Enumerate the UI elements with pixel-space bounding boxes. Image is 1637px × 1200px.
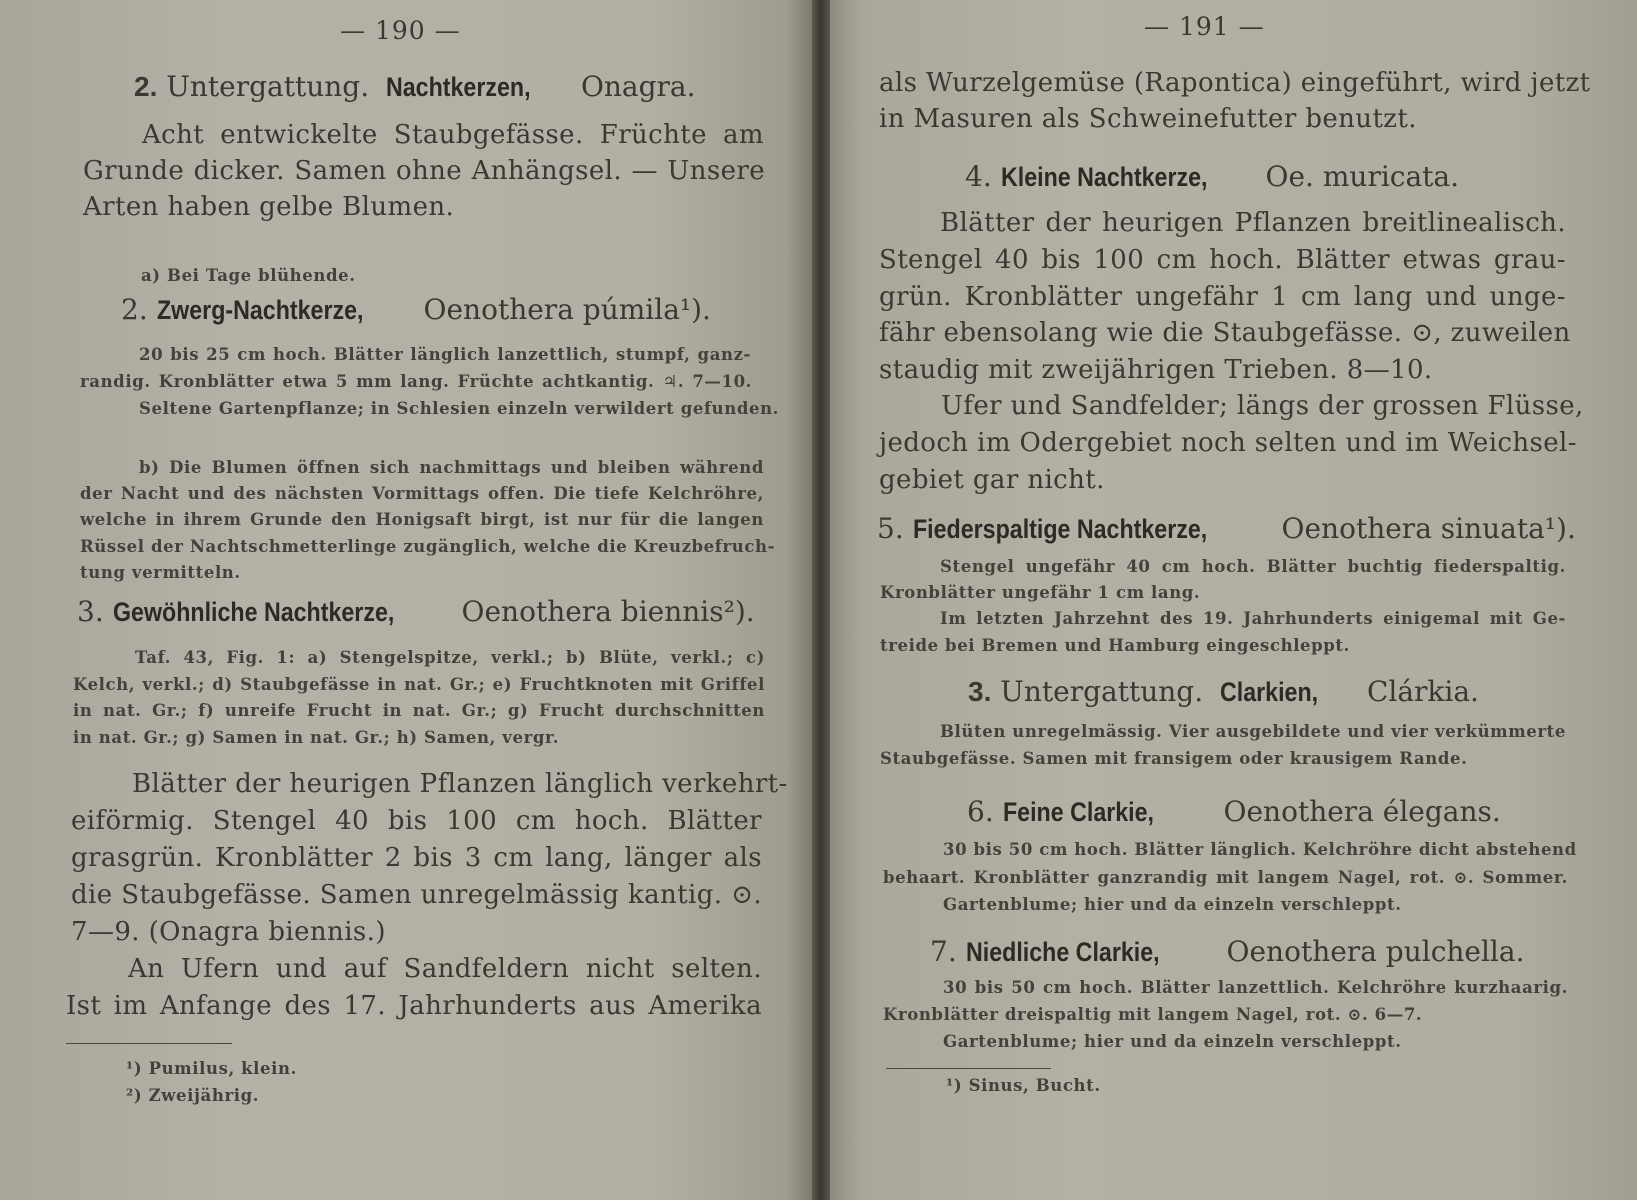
species-number: 6. bbox=[967, 795, 994, 828]
small-text-line: 30 bis 50 cm hoch. Blätter lanzettlich. Kelchröhre kurzhaarig. bbox=[943, 978, 1568, 997]
left-page bbox=[0, 0, 812, 1200]
text-line: fähr ebensolang wie die Staubgefässe. ⊙, zuweilen bbox=[879, 318, 1571, 348]
species-name: Niedliche Clarkie, bbox=[965, 937, 1160, 967]
species-name: Kleine Nachtkerze, bbox=[1000, 162, 1208, 192]
small-text-line: treide bei Bremen und Hamburg eingeschleppt. bbox=[880, 636, 1350, 655]
small-text-line: Gartenblume; hier und da einzeln verschleppt. bbox=[943, 1032, 1402, 1051]
text-line: eiförmig. Stengel 40 bis 100 cm hoch. Blätter bbox=[71, 806, 762, 836]
footnote: ²) Zweijährig. bbox=[126, 1086, 260, 1105]
section-prefix: Untergattung. bbox=[1000, 675, 1204, 708]
text-line: grün. Kronblätter ungefähr 1 cm lang und unge- bbox=[879, 282, 1566, 312]
small-text-line: Kronblätter ungefähr 1 cm lang. bbox=[880, 583, 1201, 602]
small-text-line: randig. Kronblätter etwa 5 mm lang. Früchte achtkantig. ♃. 7—10. bbox=[80, 372, 752, 391]
species-heading bbox=[967, 795, 1501, 828]
species-latin: Oenothera biennis²). bbox=[461, 595, 755, 628]
species-number: 5. bbox=[877, 512, 904, 545]
text-line: die Staubgefässe. Samen unregelmässig kantig. ⊙. bbox=[71, 880, 762, 910]
species-latin: Oenothera púmila¹). bbox=[423, 293, 711, 326]
small-text-line: Taf. 43, Fig. 1: a) Stengelspitze, verkl.; b) Blüte, verkl.; c) bbox=[135, 648, 765, 667]
species-latin: Oe. muricata. bbox=[1265, 160, 1460, 193]
text-line: Stengel 40 bis 100 cm hoch. Blätter etwas grau- bbox=[879, 245, 1566, 275]
text-line: in Masuren als Schweinefutter benutzt. bbox=[879, 104, 1417, 134]
species-number: 4. bbox=[965, 160, 992, 193]
small-text-line: Gartenblume; hier und da einzeln verschleppt. bbox=[943, 895, 1402, 914]
small-text-line: Im letzten Jahrzehnt des 19. Jahrhunderts einigemal mit Ge- bbox=[940, 609, 1566, 628]
small-text-line: Stengel ungefähr 40 cm hoch. Blätter buchtig fiederspaltig. bbox=[940, 557, 1566, 576]
species-number: 2. bbox=[121, 293, 148, 326]
text-line: jedoch im Odergebiet noch selten und im Weichsel- bbox=[879, 428, 1577, 458]
section-prefix: Untergattung. bbox=[166, 70, 370, 103]
subgroup-label: a) Bei Tage blühende. bbox=[141, 266, 356, 285]
small-text-line: Rüssel der Nachtschmetterlinge zugänglich, welche die Kreuzbefruch- bbox=[80, 537, 776, 556]
small-text-line: b) Die Blumen öffnen sich nachmittags und bleiben während bbox=[139, 458, 764, 477]
text-line: 7—9. (Onagra biennis.) bbox=[71, 917, 386, 947]
small-text-line: tung vermitteln. bbox=[80, 563, 241, 582]
page-number: — 191 — bbox=[1144, 12, 1265, 41]
species-heading bbox=[965, 160, 1459, 193]
small-text-line: behaart. Kronblätter ganzrandig mit langem Nagel, rot. ⊙. Sommer. bbox=[883, 868, 1568, 887]
text-line: Blätter der heurigen Pflanzen breitlinealisch. bbox=[940, 208, 1566, 238]
species-name: Feine Clarkie, bbox=[1002, 797, 1154, 827]
section-name: Clarkien, bbox=[1220, 677, 1319, 707]
book-gutter bbox=[812, 0, 830, 1200]
text-line: Ufer und Sandfelder; längs der grossen Flüsse, bbox=[941, 391, 1584, 421]
small-text-line: Kelch, verkl.; d) Staubgefässe in nat. Gr.; e) Fruchtknoten mit Griffel bbox=[73, 675, 765, 694]
section-heading bbox=[134, 70, 696, 103]
section-latin: Onagra. bbox=[580, 70, 696, 103]
text-line: Arten haben gelbe Blumen. bbox=[83, 192, 455, 222]
species-number: 3. bbox=[77, 595, 104, 628]
section-name: Nachtkerzen, bbox=[386, 72, 531, 102]
text-line: als Wurzelgemüse (Rapontica) eingeführt, wird jetzt bbox=[879, 68, 1591, 98]
small-text-line: 30 bis 50 cm hoch. Blätter länglich. Kelchröhre dicht abstehend bbox=[943, 840, 1577, 859]
species-latin: Oenothera élegans. bbox=[1223, 795, 1501, 828]
right-page bbox=[830, 0, 1637, 1200]
section-latin: Clárkia. bbox=[1366, 675, 1479, 708]
footnote: ¹) Sinus, Bucht. bbox=[946, 1076, 1101, 1095]
text-line: staudig mit zweijährigen Trieben. 8—10. bbox=[879, 355, 1433, 385]
text-line: Ist im Anfange des 17. Jahrhunderts aus Amerika bbox=[66, 991, 762, 1021]
small-text-line: Blüten unregelmässig. Vier ausgebildete und vier verkümmerte bbox=[940, 722, 1566, 741]
small-text-line: Kronblätter dreispaltig mit langem Nagel, rot. ⊙. 6—7. bbox=[883, 1005, 1423, 1024]
text-line: grasgrün. Kronblätter 2 bis 3 cm lang, länger als bbox=[71, 843, 762, 873]
species-heading bbox=[877, 512, 1576, 545]
small-text-line: Staubgefässe. Samen mit fransigem oder krausigem Rande. bbox=[880, 749, 1468, 768]
species-name: Zwerg-Nachtkerze, bbox=[156, 295, 364, 325]
text-line: gebiet gar nicht. bbox=[879, 465, 1105, 495]
text-line: An Ufern und auf Sandfeldern nicht selten. bbox=[128, 954, 762, 984]
section-number: 2. bbox=[134, 71, 158, 102]
text-line: Grunde dicker. Samen ohne Anhängsel. — Unsere bbox=[83, 156, 765, 186]
footnote-rule bbox=[66, 1043, 232, 1044]
footnote-rule bbox=[886, 1068, 1051, 1069]
page-number: — 190 — bbox=[340, 16, 461, 45]
footnote: ¹) Pumilus, klein. bbox=[126, 1059, 297, 1078]
text-line: Blätter der heurigen Pflanzen länglich verkehrt- bbox=[132, 769, 788, 799]
species-heading bbox=[77, 595, 755, 628]
section-number: 3. bbox=[968, 676, 992, 707]
text-line: Acht entwickelte Staubgefässe. Früchte am bbox=[142, 120, 764, 150]
species-number: 7. bbox=[930, 935, 957, 968]
species-heading bbox=[930, 935, 1524, 968]
small-text-line: Seltene Gartenpflanze; in Schlesien einzeln verwildert gefunden. bbox=[139, 399, 780, 418]
small-text-line: in nat. Gr.; f) unreife Frucht in nat. Gr.; g) Frucht durchschnitten bbox=[73, 701, 765, 720]
small-text-line: welche in ihrem Grunde den Honigsaft birgt, ist nur für die langen bbox=[80, 510, 764, 529]
small-text-line: 20 bis 25 cm hoch. Blätter länglich lanzettlich, stumpf, ganz- bbox=[139, 345, 751, 364]
species-latin: Oenothera pulchella. bbox=[1226, 935, 1525, 968]
small-text-line: in nat. Gr.; g) Samen in nat. Gr.; h) Samen, vergr. bbox=[73, 728, 560, 747]
section-heading bbox=[968, 675, 1479, 708]
species-name: Gewöhnliche Nachtkerze, bbox=[112, 597, 394, 627]
species-name: Fiederspaltige Nachtkerze, bbox=[912, 514, 1207, 544]
small-text-line: der Nacht und des nächsten Vormittags offen. Die tiefe Kelchröhre, bbox=[80, 484, 764, 503]
species-heading bbox=[121, 293, 711, 326]
species-latin: Oenothera sinuata¹). bbox=[1281, 512, 1576, 545]
